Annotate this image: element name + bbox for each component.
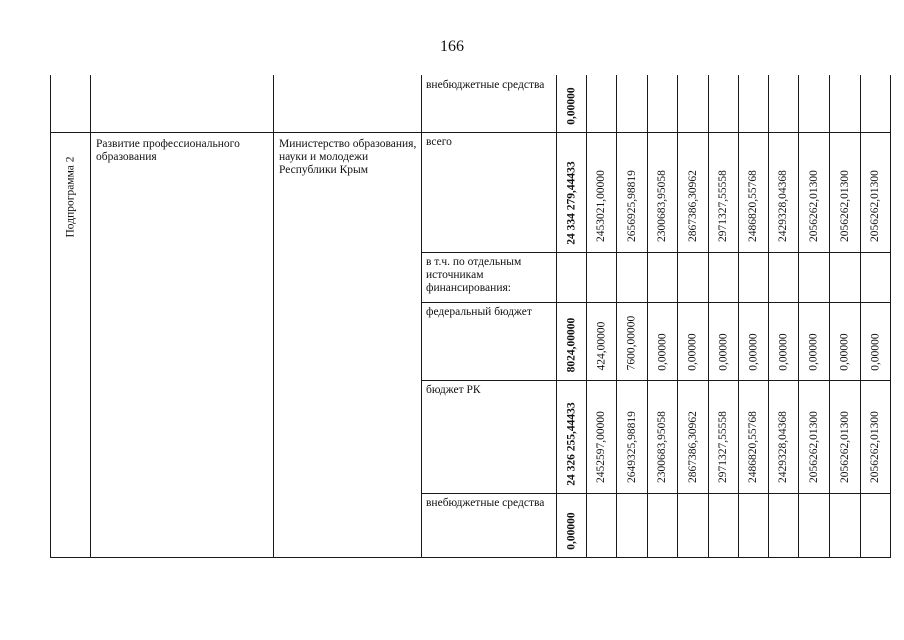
year-value: 2056262,01300 (807, 170, 820, 242)
table-vline (829, 75, 830, 557)
table-vline (90, 75, 91, 557)
executor-name: Министерство образования, науки и молодежи Республики Крым (279, 138, 417, 176)
total-value: 24 326 255,44433 (565, 401, 578, 486)
year-value: 7600,00000 (625, 315, 638, 370)
table-vline (273, 75, 274, 557)
year-value: 2971327,55558 (716, 170, 729, 242)
table-hline (421, 380, 891, 381)
year-value: 2056262,01300 (868, 411, 881, 483)
funding-source: бюджет РК (426, 384, 481, 396)
table-vline (768, 75, 769, 557)
table-vline (616, 75, 617, 557)
year-value: 0,00000 (656, 332, 669, 371)
year-value: 0,00000 (717, 332, 730, 371)
year-value: 2056262,01300 (838, 411, 851, 483)
funding-source: внебюджетные средства (426, 497, 545, 509)
year-value: 424,00000 (594, 321, 607, 370)
year-value: 2056262,01300 (838, 170, 851, 242)
table-vline (647, 75, 648, 557)
year-value: 2867386,30962 (686, 411, 699, 483)
year-value: 2656925,98819 (625, 170, 638, 242)
year-value: 0,00000 (838, 332, 851, 371)
table-vline (890, 75, 891, 557)
funding-source: федеральный бюджет (426, 306, 532, 318)
funding-source: всего (426, 136, 452, 148)
subprogram-label: Подпрограмма 2 (64, 155, 77, 238)
year-value: 2300683,95058 (655, 411, 668, 483)
year-value: 2429328,04368 (776, 170, 789, 242)
year-value: 2486820,55768 (746, 411, 759, 483)
year-value: 2486820,55768 (746, 170, 759, 242)
table-hline (421, 493, 891, 494)
total-value: 8024,00000 (564, 317, 577, 372)
table-hline (50, 557, 891, 558)
table-vline (586, 75, 587, 557)
funding-source: в т.ч. по отдельным источникам финансирования: (426, 256, 522, 294)
year-value: 0,00000 (747, 332, 760, 371)
year-value: 2452597,00000 (594, 411, 607, 483)
year-value: 2056262,01300 (868, 170, 881, 242)
year-value: 0,00000 (777, 332, 790, 371)
year-value: 2867386,30962 (686, 170, 699, 242)
total-value: 0,00000 (565, 86, 578, 125)
year-value: 2453021,00000 (594, 170, 607, 242)
total-value: 0,00000 (565, 511, 578, 550)
table-vline (798, 75, 799, 557)
table-vline (860, 75, 861, 557)
total-value: 24 334 279,44433 (565, 160, 578, 245)
funding-source: внебюджетные средства (426, 79, 545, 91)
table-vline (421, 75, 422, 557)
year-value: 0,00000 (686, 332, 699, 371)
table-vline (50, 75, 51, 557)
page-number: 166 (440, 38, 464, 55)
table-hline (421, 252, 891, 253)
year-value: 2300683,95058 (655, 170, 668, 242)
year-value: 2649325,98819 (625, 411, 638, 483)
year-value: 0,00000 (869, 332, 882, 371)
table-hline (421, 302, 891, 303)
year-value: 2971327,55558 (716, 411, 729, 483)
table-vline (556, 75, 557, 557)
table-vline (708, 75, 709, 557)
table-hline (50, 132, 891, 133)
year-value: 0,00000 (807, 332, 820, 371)
table-vline (677, 75, 678, 557)
year-value: 2056262,01300 (807, 411, 820, 483)
year-value: 2429328,04368 (776, 411, 789, 483)
table-vline (738, 75, 739, 557)
subprogram-name: Развитие профессионального образования (96, 138, 240, 163)
